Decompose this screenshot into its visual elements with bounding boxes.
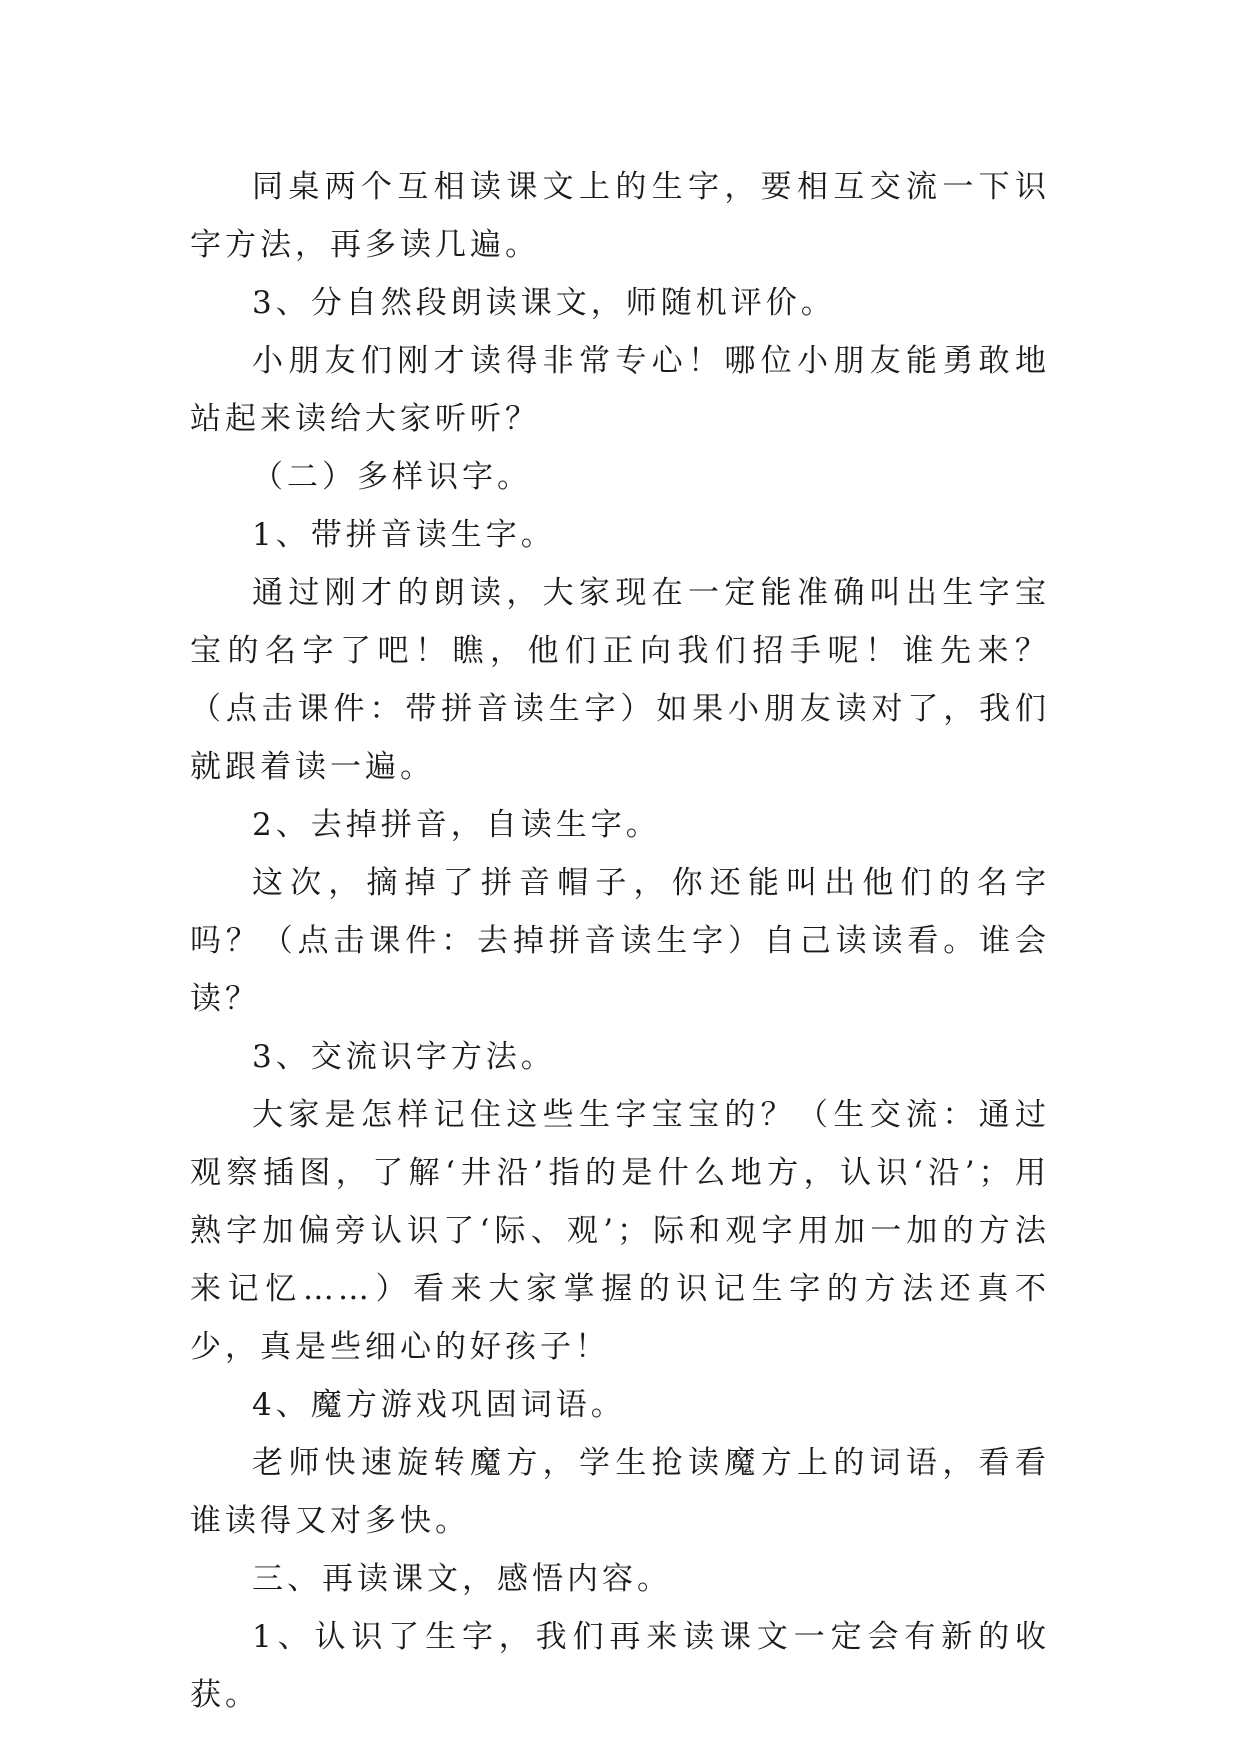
document-body bbox=[190, 158, 1050, 1724]
paragraph-reread-step-1: 1、认识了生字，我们再来读课文一定会有新的收获。 bbox=[190, 1619, 1050, 1713]
paragraph-step-2-no-pinyin: 2、去掉拼音，自读生字。 bbox=[252, 807, 661, 843]
paragraph-step-4-cube-game: 4、魔方游戏巩固词语。 bbox=[252, 1387, 626, 1423]
paragraph-methods-activity: 大家是怎样记住这些生字宝宝的？（生交流：通过观察插图，了解‘井沿’指的是什么地方，认识‘沿’；用熟字加偏旁认识了‘际、观’；际和观字用加一加的方法来记忆……）看来大家掌握的识记生字的方法还真不少，真是些细心的好孩子！ bbox=[190, 1097, 1050, 1365]
paragraph-no-pinyin-activity: 这次，摘掉了拼音帽子，你还能叫出他们的名字吗？（点击课件：去掉拼音读生字）自己读读看。谁会读？ bbox=[190, 865, 1050, 1017]
section-heading-varied-literacy: （二）多样识字。 bbox=[252, 459, 532, 495]
section-heading-reread: 三、再读课文，感悟内容。 bbox=[252, 1561, 672, 1597]
paragraph-step-3-methods: 3、交流识字方法。 bbox=[252, 1039, 556, 1075]
paragraph-teacher-prompt: 小朋友们刚才读得非常专心！哪位小朋友能勇敢地站起来读给大家听听？ bbox=[190, 343, 1050, 437]
paragraph-step-3-read-aloud: 3、分自然段朗读课文，师随机评价。 bbox=[252, 285, 836, 321]
paragraph-peer-reading: 同桌两个互相读课文上的生字，要相互交流一下识字方法，再多读几遍。 bbox=[190, 169, 1050, 263]
paragraph-cube-game-activity: 老师快速旋转魔方，学生抢读魔方上的词语，看看谁读得又对多快。 bbox=[190, 1445, 1050, 1539]
paragraph-pinyin-activity: 通过刚才的朗读，大家现在一定能准确叫出生字宝宝的名字了吧！瞧，他们正向我们招手呢！谁先来？（点击课件：带拼音读生字）如果小朋友读对了，我们就跟着读一遍。 bbox=[190, 575, 1050, 785]
paragraph-step-1-pinyin: 1、带拼音读生字。 bbox=[252, 517, 556, 553]
